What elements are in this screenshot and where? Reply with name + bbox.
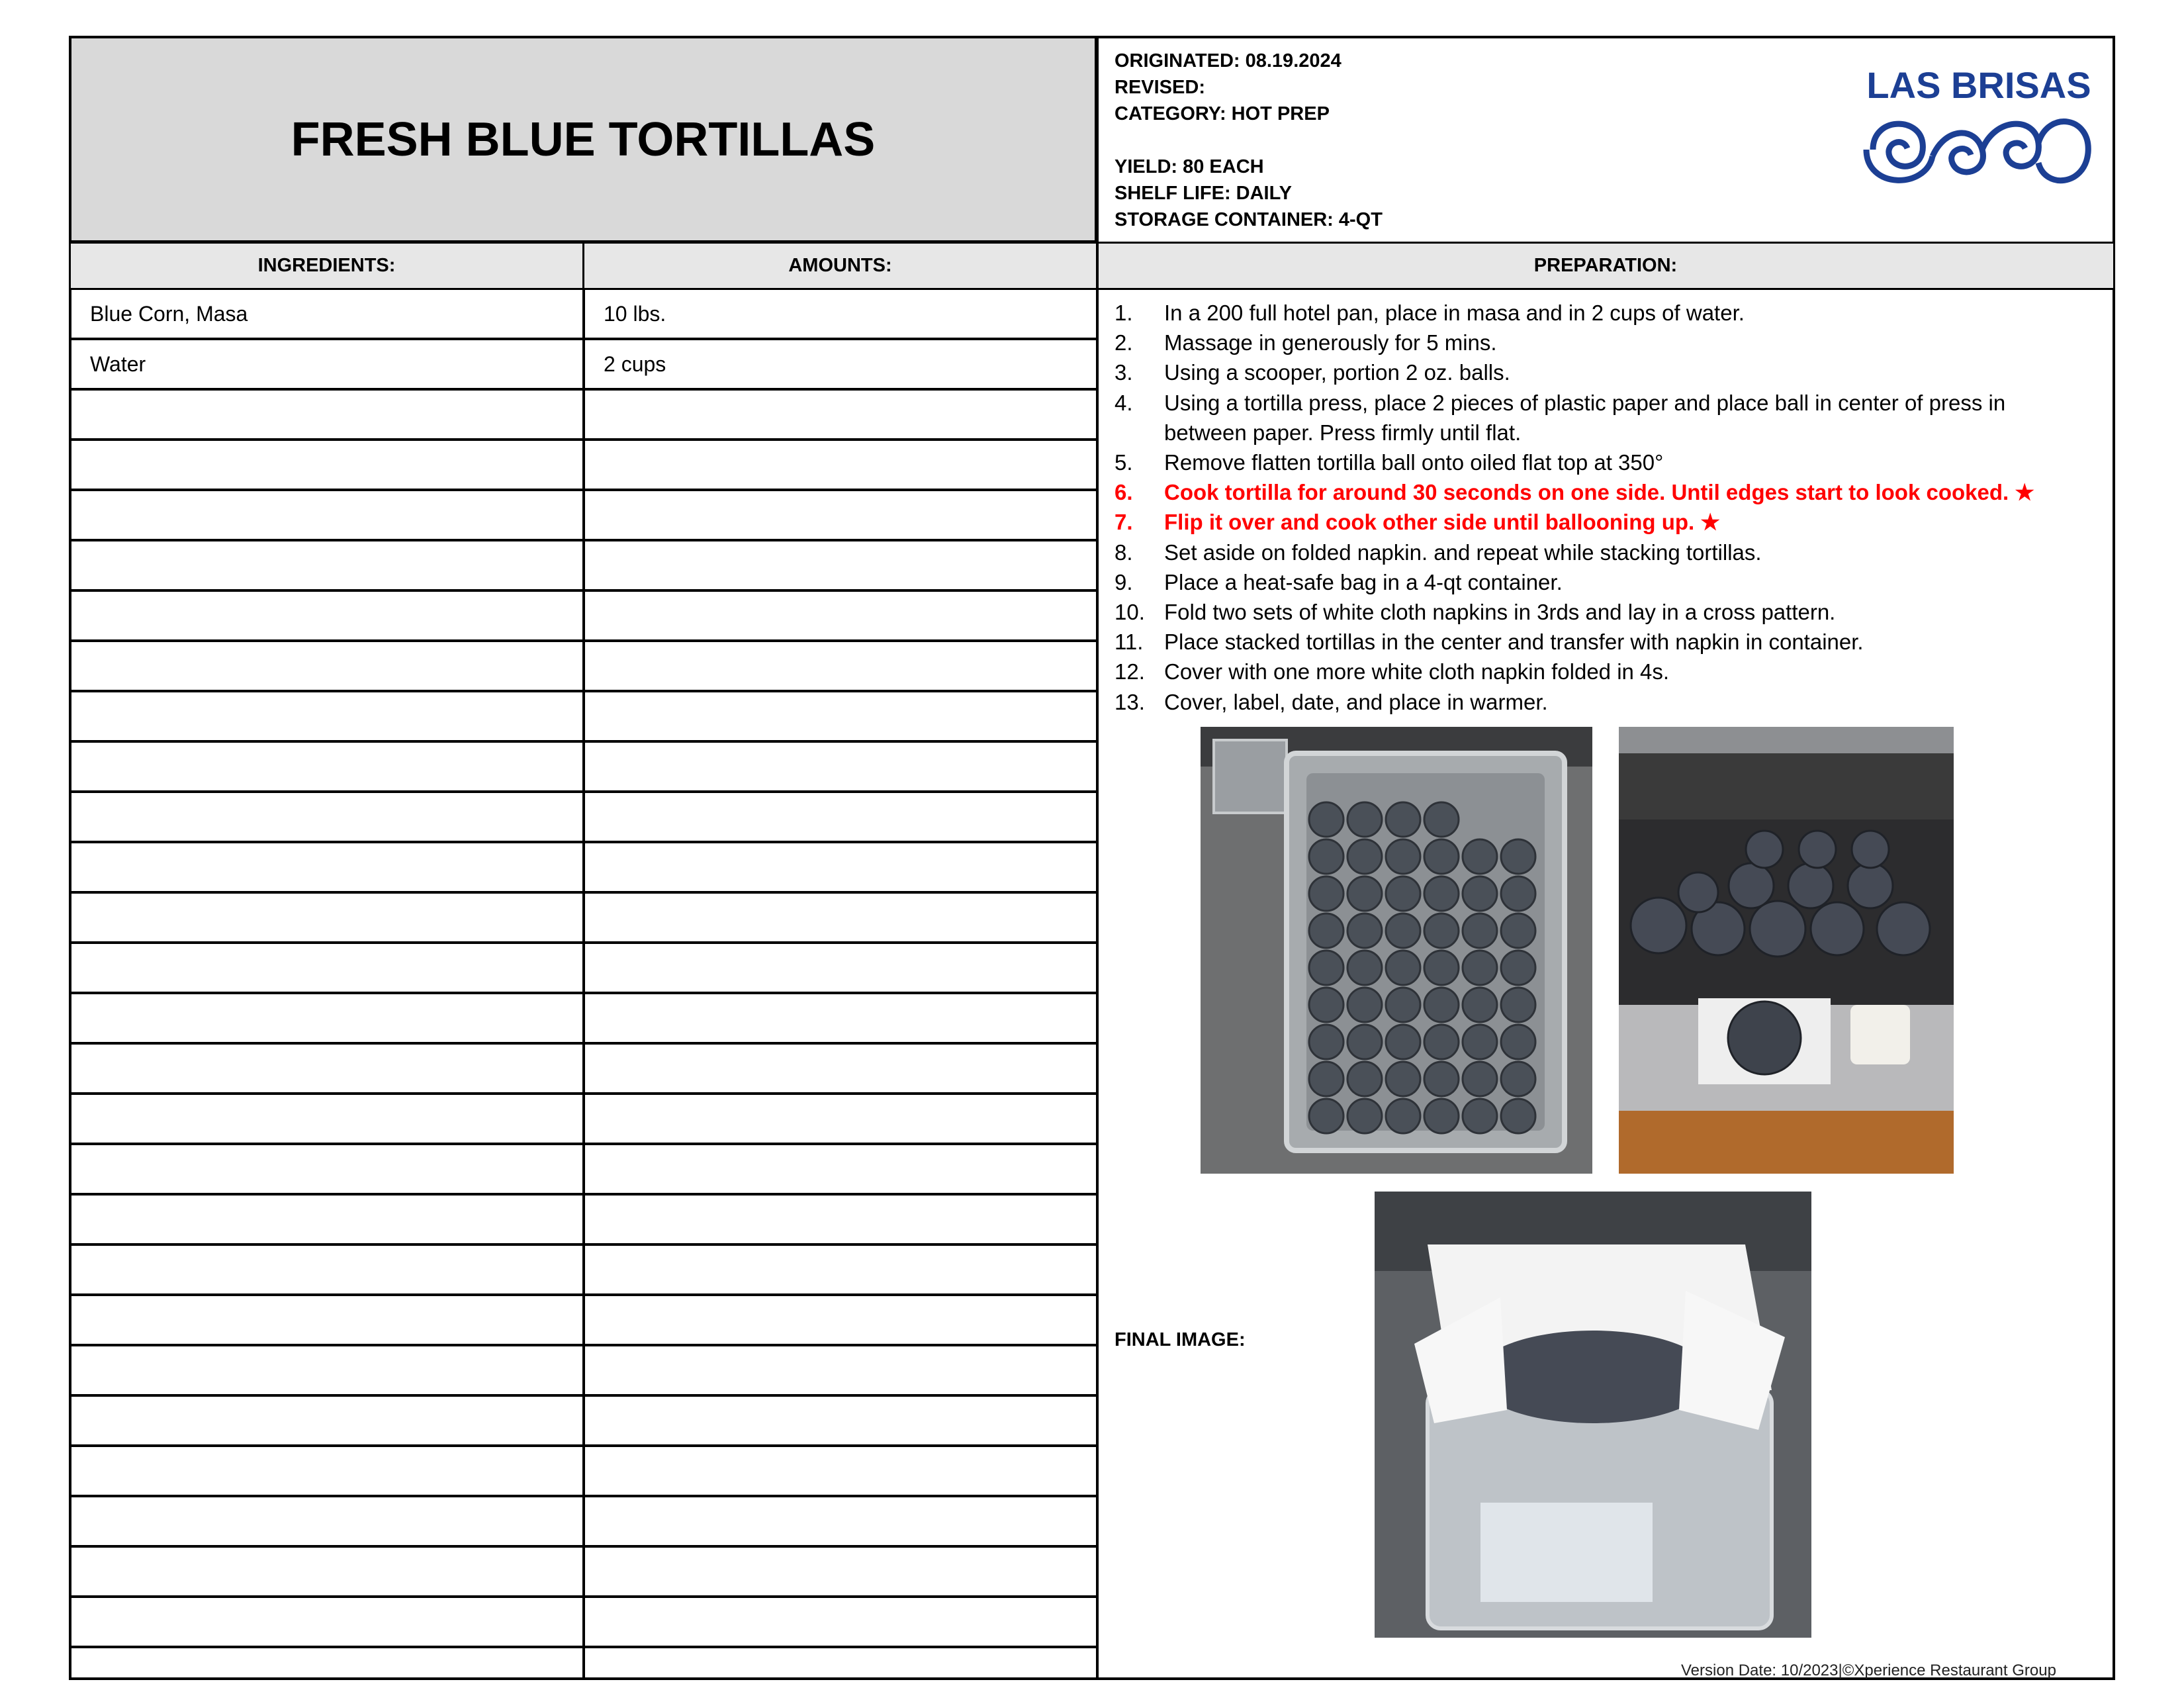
ingredients-header: INGREDIENTS: [69, 242, 584, 290]
masa-ball [1463, 1025, 1497, 1059]
masa-ball [1386, 802, 1420, 837]
ingredient-row-empty [69, 1246, 1097, 1296]
masa-ball [1424, 802, 1459, 837]
ingredient-row [69, 290, 1097, 340]
prep-step: 11. Place stacked tortillas in the center and transfer with napkin in container. [1115, 630, 1864, 655]
amounts-header: AMOUNTS: [582, 242, 1098, 290]
masa-ball [1424, 1099, 1459, 1133]
ingredient-row-empty [69, 1497, 1097, 1548]
masa-ball [1347, 802, 1382, 837]
masa-ball [1386, 1062, 1420, 1096]
masa-ball [1347, 988, 1382, 1022]
masa-ball [1386, 839, 1420, 874]
ingredient-row-empty [69, 441, 1097, 491]
masa-ball [1501, 951, 1535, 985]
ingredient-row-empty [69, 894, 1097, 944]
masa-ball [1347, 1062, 1382, 1096]
masa-ball [1501, 1099, 1535, 1133]
masa-ball [1463, 951, 1497, 985]
ingredient-row-empty [69, 491, 1097, 541]
masa-ball [1309, 1025, 1343, 1059]
flat-top-photo [1619, 727, 1954, 1174]
masa-ball [1424, 1025, 1459, 1059]
masa-ball [1309, 914, 1343, 948]
ingredient-row-empty [69, 692, 1097, 743]
masa-ball [1501, 1062, 1535, 1096]
masa-ball [1386, 1099, 1420, 1133]
masa-ball [1424, 988, 1459, 1022]
prep-step: 10. Fold two sets of white cloth napkins in 3rds and lay in a cross pattern. [1115, 600, 1836, 625]
category: CATEGORY: HOT PREP [1115, 103, 1330, 124]
prep-step: 5. Remove flatten tortilla ball onto oiled flat top at 350° [1115, 450, 1664, 475]
masa-ball [1463, 876, 1497, 911]
ingredient-name: Blue Corn, Masa [90, 301, 248, 326]
prep-step: 13. Cover, label, date, and place in warmer. [1115, 689, 1548, 714]
originated-date: ORIGINATED: 08.19.2024 [1115, 50, 1342, 71]
masa-ball [1463, 1062, 1497, 1096]
preparation-header: PREPARATION: [1096, 242, 2115, 290]
ingredient-row [69, 340, 1097, 391]
svg-text:LAS BRISAS: LAS BRISAS [1866, 64, 2091, 106]
ingredient-row-empty [69, 1045, 1097, 1095]
prep-step-critical: 7. Flip it over and cook other side until ballooning up. ★ [1115, 510, 1720, 535]
ingredient-row-empty [69, 1296, 1097, 1346]
masa-ball [1347, 839, 1382, 874]
ingredient-row-empty [69, 1346, 1097, 1397]
masa-ball [1386, 1025, 1420, 1059]
ingredient-row-empty [69, 944, 1097, 994]
prep-step: 8. Set aside on folded napkin. and repeat while stacking tortillas. [1115, 539, 1762, 565]
ingredient-row-empty [69, 994, 1097, 1045]
ingredient-row-empty [69, 1548, 1097, 1598]
masa-ball [1309, 1099, 1343, 1133]
masa-ball [1463, 839, 1497, 874]
masa-ball [1424, 839, 1459, 874]
masa-ball [1386, 951, 1420, 985]
masa-ball [1309, 839, 1343, 874]
masa-ball [1463, 914, 1497, 948]
masa-ball [1309, 802, 1343, 837]
ingredient-name: Water [90, 352, 146, 376]
final-image-label: FINAL IMAGE: [1115, 1329, 1246, 1350]
ingredient-row-empty [69, 1648, 1097, 1680]
ingredient-row-empty [69, 843, 1097, 894]
masa-ball [1424, 951, 1459, 985]
ingredient-row-empty [69, 642, 1097, 692]
masa-ball [1501, 876, 1535, 911]
revised-date: REVISED: [1115, 77, 1205, 98]
masa-ball [1501, 914, 1535, 948]
masa-ball [1347, 951, 1382, 985]
version-footer: Version Date: 10/2023|©Xperience Restaurant Group [1681, 1662, 2056, 1679]
ingredient-row-empty [69, 793, 1097, 843]
masa-ball [1347, 1025, 1382, 1059]
prep-step-critical: 6. Cook tortilla for around 30 seconds on one side. Until edges start to look cooked. ★ [1115, 480, 2034, 505]
masa-ball [1309, 876, 1343, 911]
masa-ball [1386, 914, 1420, 948]
masa-ball [1424, 1062, 1459, 1096]
masa-ball [1347, 876, 1382, 911]
masa-ball [1501, 839, 1535, 874]
recipe-meta [1115, 48, 1843, 233]
masa-ball [1347, 914, 1382, 948]
ingredient-row-empty [69, 1397, 1097, 1447]
ingredient-row-empty [69, 391, 1097, 441]
ingredient-row-empty [69, 743, 1097, 793]
prep-step: 9. Place a heat-safe bag in a 4-qt container. [1115, 569, 1563, 594]
masa-ball [1347, 1099, 1382, 1133]
ingredient-amount: 2 cups [604, 352, 666, 376]
ingredient-row-empty [69, 1196, 1097, 1246]
prep-step: 12. Cover with one more white cloth napkin folded in 4s. [1115, 659, 1670, 684]
prep-step: 1. In a 200 full hotel pan, place in masa and in 2 cups of water. [1115, 301, 1745, 325]
title-cell [69, 36, 1097, 243]
prep-step: 2. Massage in generously for 5 mins. [1115, 330, 1497, 355]
preparation-steps [1115, 298, 2094, 717]
masa-ball [1386, 876, 1420, 911]
ingredient-row-empty [69, 1598, 1097, 1648]
recipe-title: FRESH BLUE TORTILLAS [291, 113, 876, 166]
prep-step: 3. Using a scooper, portion 2 oz. balls. [1115, 360, 1510, 385]
las-brisas-logo [1860, 64, 2098, 196]
masa-ball [1309, 951, 1343, 985]
masa-ball [1501, 988, 1535, 1022]
masa-ball [1463, 988, 1497, 1022]
storage-container: STORAGE CONTAINER: 4-QT [1115, 209, 1383, 230]
masa-ball [1386, 988, 1420, 1022]
masa-ball [1424, 914, 1459, 948]
masa-ball [1501, 1025, 1535, 1059]
final-image-photo [1375, 1192, 1811, 1638]
ingredient-row-empty [69, 1447, 1097, 1497]
ingredient-row-empty [69, 1145, 1097, 1196]
yield: YIELD: 80 EACH [1115, 156, 1264, 177]
ingredient-row-empty [69, 1095, 1097, 1145]
ingredient-amount: 10 lbs. [604, 301, 666, 326]
prep-step: 4. Using a tortilla press, place 2 pieces of plastic paper and place ball in center of press in between paper. Press firmly until flat. [1115, 390, 2006, 445]
masa-ball [1309, 1062, 1343, 1096]
ingredient-row-empty [69, 541, 1097, 592]
masa-ball [1463, 1099, 1497, 1133]
masa-balls-photo [1201, 727, 1592, 1174]
ingredient-row-empty [69, 592, 1097, 642]
masa-ball [1424, 876, 1459, 911]
shelf-life: SHELF LIFE: DAILY [1115, 183, 1292, 204]
masa-ball [1309, 988, 1343, 1022]
